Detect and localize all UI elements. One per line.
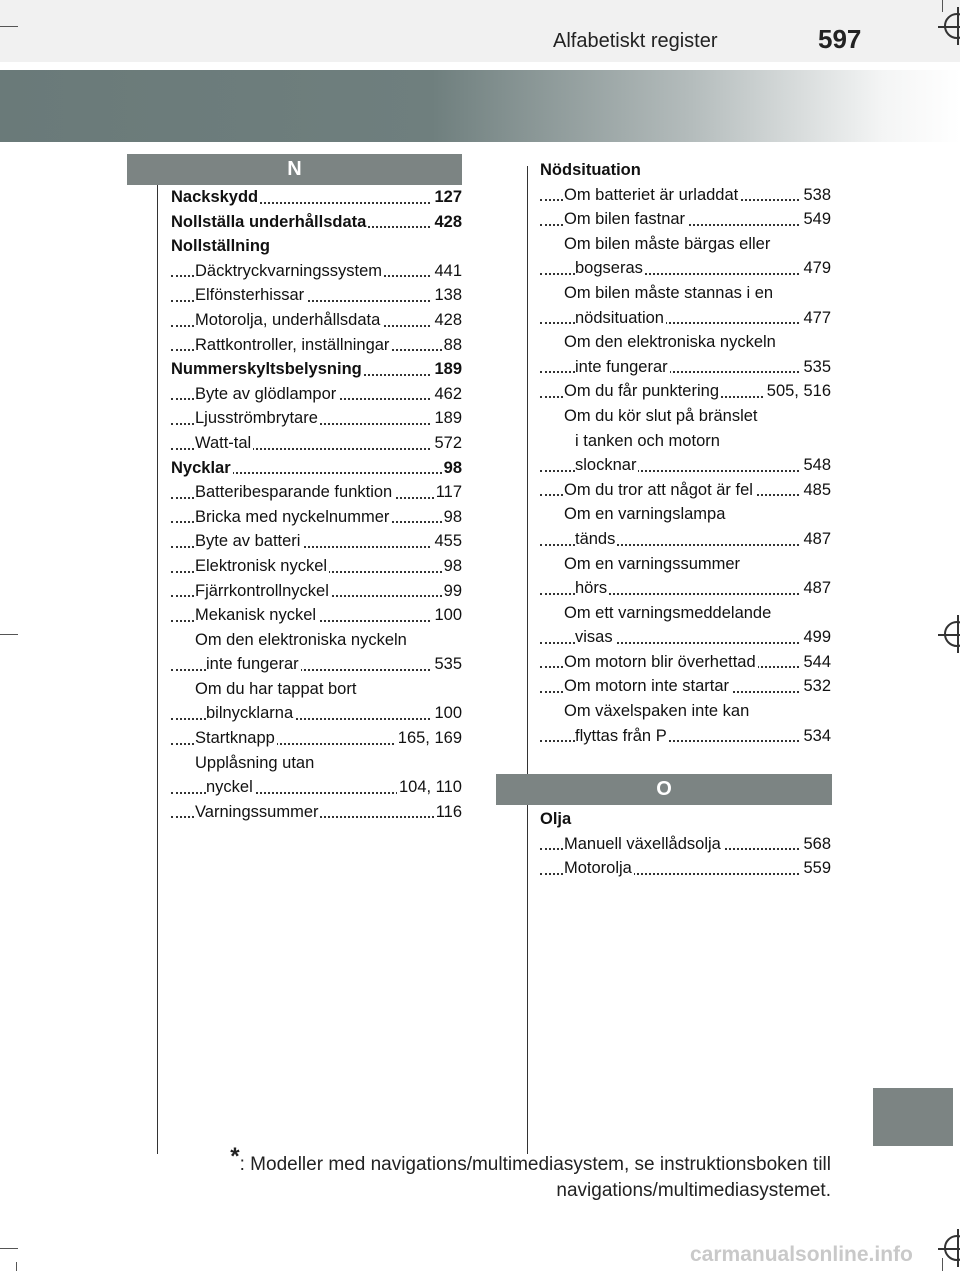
index-entry xyxy=(540,256,831,281)
page-reference: 549 xyxy=(801,207,831,232)
index-entry xyxy=(171,382,462,407)
entry-label: nödsituation xyxy=(575,308,664,327)
entry-label: Nummerskyltsbelysning xyxy=(171,360,362,379)
entry-label: nyckel xyxy=(206,778,253,797)
index-entry xyxy=(171,456,462,481)
index-entry xyxy=(540,650,831,675)
index-entry xyxy=(540,330,831,355)
entry-label: Om du tror att något är fel xyxy=(564,480,753,499)
index-entry xyxy=(540,552,831,577)
crop-mark xyxy=(0,634,18,635)
entry-label: Olja xyxy=(540,810,572,828)
index-entry xyxy=(540,379,831,404)
index-entry xyxy=(540,453,831,478)
entry-label: Om du får punktering xyxy=(564,382,719,401)
entry-label: inte fungerar xyxy=(575,357,668,376)
entry-label: Om ett varningsmeddelande xyxy=(564,603,772,622)
entry-label: Batteribesparande funktion xyxy=(195,483,393,502)
index-entry xyxy=(540,355,831,380)
entry-label: Om bilen fastnar xyxy=(564,210,686,229)
section-side-tab xyxy=(873,1088,953,1146)
entry-label: i tanken och motorn xyxy=(575,431,720,450)
index-entry xyxy=(171,406,462,431)
page-reference: 572 xyxy=(432,431,462,456)
page-reference: 548 xyxy=(801,453,831,478)
page-reference: 535 xyxy=(801,355,831,380)
entry-label: Motorolja, underhållsdata xyxy=(195,310,381,329)
crosshair-circle-icon xyxy=(944,1235,960,1261)
index-entry xyxy=(171,677,462,702)
entry-label: bogseras xyxy=(575,259,643,278)
page-reference: 98 xyxy=(442,505,462,530)
header-banner xyxy=(0,70,960,142)
page-reference: 98 xyxy=(442,554,462,579)
page-reference: 100 xyxy=(432,701,462,726)
crop-mark xyxy=(0,1248,18,1249)
index-entry xyxy=(171,800,462,825)
entry-label: Rattkontroller, inställningar xyxy=(195,335,390,354)
page-reference: 532 xyxy=(801,674,831,699)
crop-mark xyxy=(942,0,943,12)
page-reference: 477 xyxy=(801,306,831,331)
entry-label: Om batteriet är urladdat xyxy=(564,185,739,204)
index-entry xyxy=(171,701,462,726)
index-column-right xyxy=(540,158,831,748)
entry-label: Varningssummer xyxy=(195,802,319,821)
entry-label: bilnycklarna xyxy=(206,704,294,723)
entry-label: Bricka med nyckelnummer xyxy=(195,507,390,526)
entry-label: Watt-tal xyxy=(195,433,252,452)
entry-label: slocknar xyxy=(575,456,637,475)
index-entry xyxy=(171,480,462,505)
page-reference: 441 xyxy=(432,259,462,284)
entry-label: Manuell växellådsolja xyxy=(564,834,721,853)
entry-label: Nollställa underhållsdata xyxy=(171,212,367,231)
entry-label: Startknapp xyxy=(195,729,275,748)
footnote xyxy=(230,1143,831,1204)
entry-label: Mekanisk nyckel xyxy=(195,606,317,625)
crop-mark xyxy=(0,26,18,27)
column-rule-left xyxy=(157,184,158,1154)
index-entry xyxy=(171,751,462,776)
index-entry xyxy=(540,724,831,749)
entry-label: Byte av glödlampor xyxy=(195,384,337,403)
index-entry xyxy=(540,625,831,650)
index-entry xyxy=(540,478,831,503)
page-reference: 485 xyxy=(801,478,831,503)
index-entry xyxy=(540,527,831,552)
page-reference: 505, 516 xyxy=(765,379,831,404)
index-entry xyxy=(540,207,831,232)
index-entry xyxy=(540,576,831,601)
footnote-line-1: : Modeller med navigations/multimediasystem, se instruktionsboken till xyxy=(239,1154,831,1175)
index-entry xyxy=(171,529,462,554)
entry-label: Om en varningssummer xyxy=(564,554,741,573)
page-reference: 116 xyxy=(434,800,462,825)
index-entry xyxy=(171,775,462,800)
page-reference: 99 xyxy=(442,579,462,604)
column-rule-middle xyxy=(527,166,528,1154)
page-reference: 499 xyxy=(801,625,831,650)
entry-label: Om en varningslampa xyxy=(564,505,726,524)
index-entry xyxy=(540,674,831,699)
entry-label: Ljusströmbrytare xyxy=(195,409,318,428)
index-entry xyxy=(171,628,462,653)
page-header xyxy=(0,0,960,62)
entry-label: Nollställning xyxy=(171,237,270,256)
index-entry xyxy=(540,232,831,257)
page-reference: 535 xyxy=(432,652,462,677)
entry-label: Om bilen måste stannas i en xyxy=(564,283,774,302)
index-entry xyxy=(171,726,462,751)
entry-label: Däcktryckvarningssystem xyxy=(195,261,383,280)
entry-label: Nycklar xyxy=(171,458,231,477)
index-entry xyxy=(171,283,462,308)
page-reference: 544 xyxy=(801,650,831,675)
index-entry xyxy=(171,333,462,358)
index-entry xyxy=(540,601,831,626)
page-reference: 455 xyxy=(432,529,462,554)
index-entry xyxy=(171,308,462,333)
index-entry xyxy=(171,431,462,456)
entry-label: Om du kör slut på bränslet xyxy=(564,406,758,425)
index-entry xyxy=(540,158,831,183)
index-entry xyxy=(540,281,831,306)
index-entry xyxy=(171,259,462,284)
index-entry xyxy=(540,832,831,857)
entry-label: Om motorn blir överhettad xyxy=(564,652,756,671)
index-entry xyxy=(171,603,462,628)
entry-label: inte fungerar xyxy=(206,655,299,674)
entry-label: visas xyxy=(575,628,613,647)
index-entry xyxy=(171,185,462,210)
index-entry xyxy=(171,579,462,604)
entry-label: Motorolja xyxy=(564,859,632,878)
index-entry xyxy=(171,357,462,382)
index-entry xyxy=(171,652,462,677)
page-reference: 559 xyxy=(801,856,831,881)
entry-label: Nödsituation xyxy=(540,161,641,179)
footnote-marker: * xyxy=(230,1143,240,1170)
page-reference: 165, 169 xyxy=(396,726,462,751)
page-reference: 428 xyxy=(432,210,462,235)
page-reference: 538 xyxy=(801,183,831,208)
entry-label: Om bilen måste bärgas eller xyxy=(564,234,771,253)
index-entry xyxy=(540,429,831,454)
section-header-n: N xyxy=(127,154,462,185)
entry-label: Om den elektroniska nyckeln xyxy=(195,630,407,649)
index-entry xyxy=(171,234,462,259)
page-reference: 487 xyxy=(801,527,831,552)
index-column-o xyxy=(540,807,831,881)
page-title: Alfabetiskt register xyxy=(553,30,718,52)
page-reference: 479 xyxy=(801,256,831,281)
page-reference: 568 xyxy=(801,832,831,857)
page-reference: 428 xyxy=(432,308,462,333)
section-header-o: O xyxy=(496,774,832,805)
entry-label: tänds xyxy=(575,529,616,548)
watermark: carmanualsonline.info xyxy=(690,1243,913,1266)
index-entry xyxy=(171,554,462,579)
page-reference: 104, 110 xyxy=(397,775,462,800)
crop-mark xyxy=(942,1258,943,1271)
page-reference: 100 xyxy=(432,603,462,628)
page-reference: 88 xyxy=(442,333,462,358)
entry-label: Om motorn inte startar xyxy=(564,677,730,696)
entry-label: flyttas från P xyxy=(575,726,667,745)
index-entry xyxy=(540,404,831,429)
page-number: 597 xyxy=(818,24,862,54)
entry-label: Om den elektroniska nyckeln xyxy=(564,333,776,352)
index-entry xyxy=(540,183,831,208)
entry-label: Elektronisk nyckel xyxy=(195,556,328,575)
page-reference: 462 xyxy=(432,382,462,407)
page-reference: 487 xyxy=(801,576,831,601)
entry-label: Upplåsning utan xyxy=(195,753,315,772)
index-entry xyxy=(540,856,831,881)
entry-label: Om växelspaken inte kan xyxy=(564,702,750,721)
entry-label: Elfönsterhissar xyxy=(195,286,305,305)
index-entry xyxy=(171,505,462,530)
entry-label: Byte av batteri xyxy=(195,532,301,551)
index-entry xyxy=(171,210,462,235)
footnote-line-2: navigations/multimediasystemet. xyxy=(556,1180,831,1201)
page-reference: 189 xyxy=(432,357,462,382)
entry-label: Om du har tappat bort xyxy=(195,679,357,698)
page-reference: 98 xyxy=(442,456,462,481)
index-entry xyxy=(540,502,831,527)
index-entry xyxy=(540,699,831,724)
entry-label: hörs xyxy=(575,579,608,598)
page-reference: 189 xyxy=(432,406,462,431)
entry-label: Nackskydd xyxy=(171,188,259,206)
index-entry xyxy=(540,807,831,832)
page-reference: 127 xyxy=(432,185,462,210)
index-entry xyxy=(540,306,831,331)
page-reference: 117 xyxy=(434,480,462,505)
page-reference: 534 xyxy=(801,724,831,749)
page-reference: 138 xyxy=(432,283,462,308)
entry-label: Fjärrkontrollnyckel xyxy=(195,581,329,600)
crosshair-circle-icon xyxy=(944,621,960,647)
index-column-left xyxy=(171,185,462,824)
crop-mark xyxy=(16,1262,17,1271)
